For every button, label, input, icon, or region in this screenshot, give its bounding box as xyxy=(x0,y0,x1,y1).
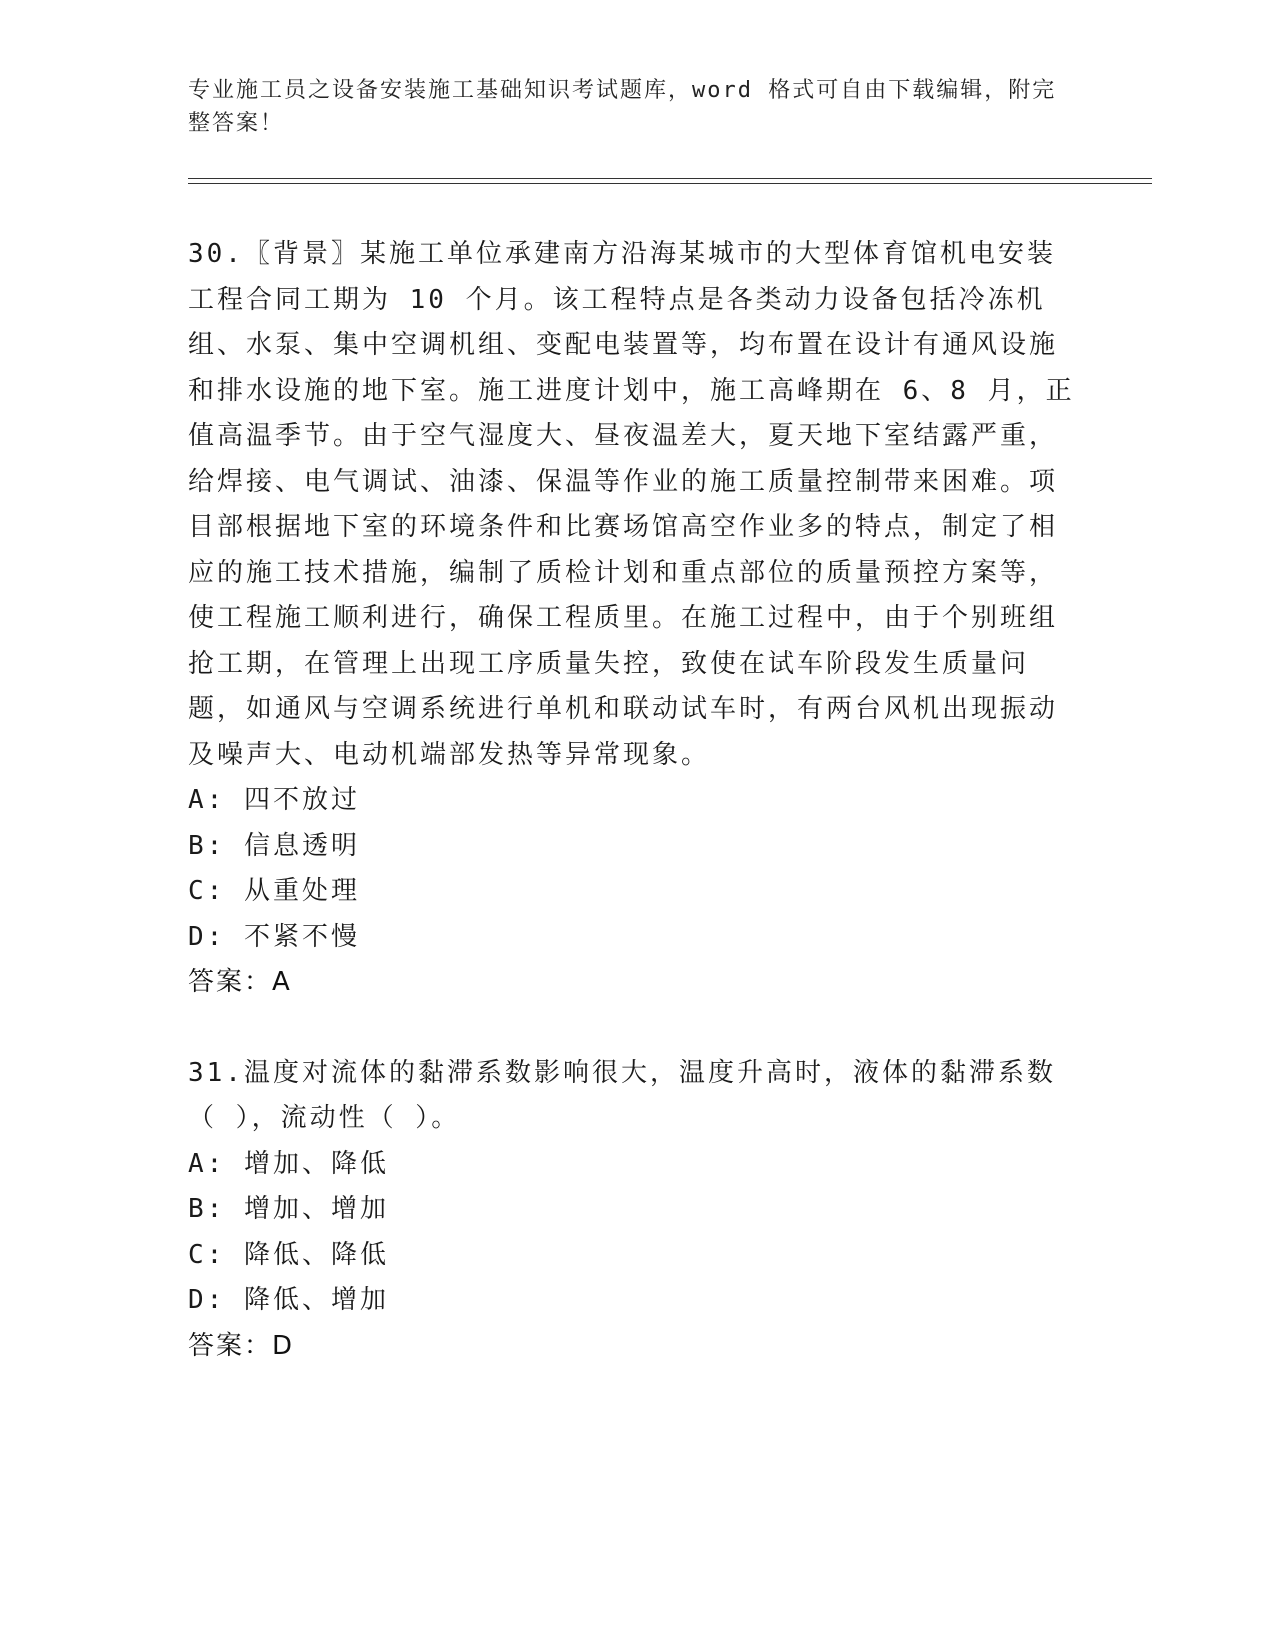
answer: 答案：D xyxy=(188,1330,295,1361)
question-30 xyxy=(188,232,1078,1006)
option-b: B: 信息透明 xyxy=(188,830,360,861)
option-d: D: 不紧不慢 xyxy=(188,921,360,952)
question-text: 31.温度对流体的黏滞系数影响很大，温度升高时，液体的黏滞系数（ ），流动性（ ）。 xyxy=(188,1057,1056,1133)
option-a: A: 增加、降低 xyxy=(188,1148,389,1179)
option-c: C: 从重处理 xyxy=(188,876,360,906)
header-divider-top xyxy=(188,178,1152,179)
option-d: D: 降低、增加 xyxy=(188,1285,389,1315)
option-b: B: 增加、增加 xyxy=(188,1194,389,1224)
option-a: A: 四不放过 xyxy=(188,785,360,815)
question-text: 30.〖背景〗某施工单位承建南方沿海某城市的大型体育馆机电安装工程合同工期为 10 个月。该工程特点是各类动力设备包括冷冻机组、水泵、集中空调机组、变配电装置等，均布置在设计有通风设施和排水设施的地下室。施工进度计划中，施工高峰期在 6、8 月，正值高温季节。由于空气湿度大、昼夜温差大，夏天地下室结露严重，给焊接、电气调试、油漆、保温等作业的施工质量控制带来困难。项目部根据地下室的环境条件和比赛场馆高空作业多的特点，制定了相应的施工技术措施，编制了质检计划和重点部位的质量预控方案等，使工程施工顺利进行，确保工程质里。在施工过程中，由于个别班组抢工期，在管理上出现工序质量失控，致使在试车阶段发生质量问题，如通风与空调系统进行单机和联动试车时，有两台风机出现振动及噪声大、电动机端部发热等异常现象。 xyxy=(188,239,1075,770)
question-list xyxy=(188,232,1078,1369)
answer: 答案：A xyxy=(188,967,292,997)
option-c: C: 降低、降低 xyxy=(188,1239,389,1270)
question-spacer xyxy=(188,1006,1078,1051)
page-header: 专业施工员之设备安装施工基础知识考试题库，word 格式可自由下载编辑，附完整答案！ xyxy=(188,78,1057,136)
question-31 xyxy=(188,1051,1078,1370)
header-divider-bottom xyxy=(188,183,1152,184)
